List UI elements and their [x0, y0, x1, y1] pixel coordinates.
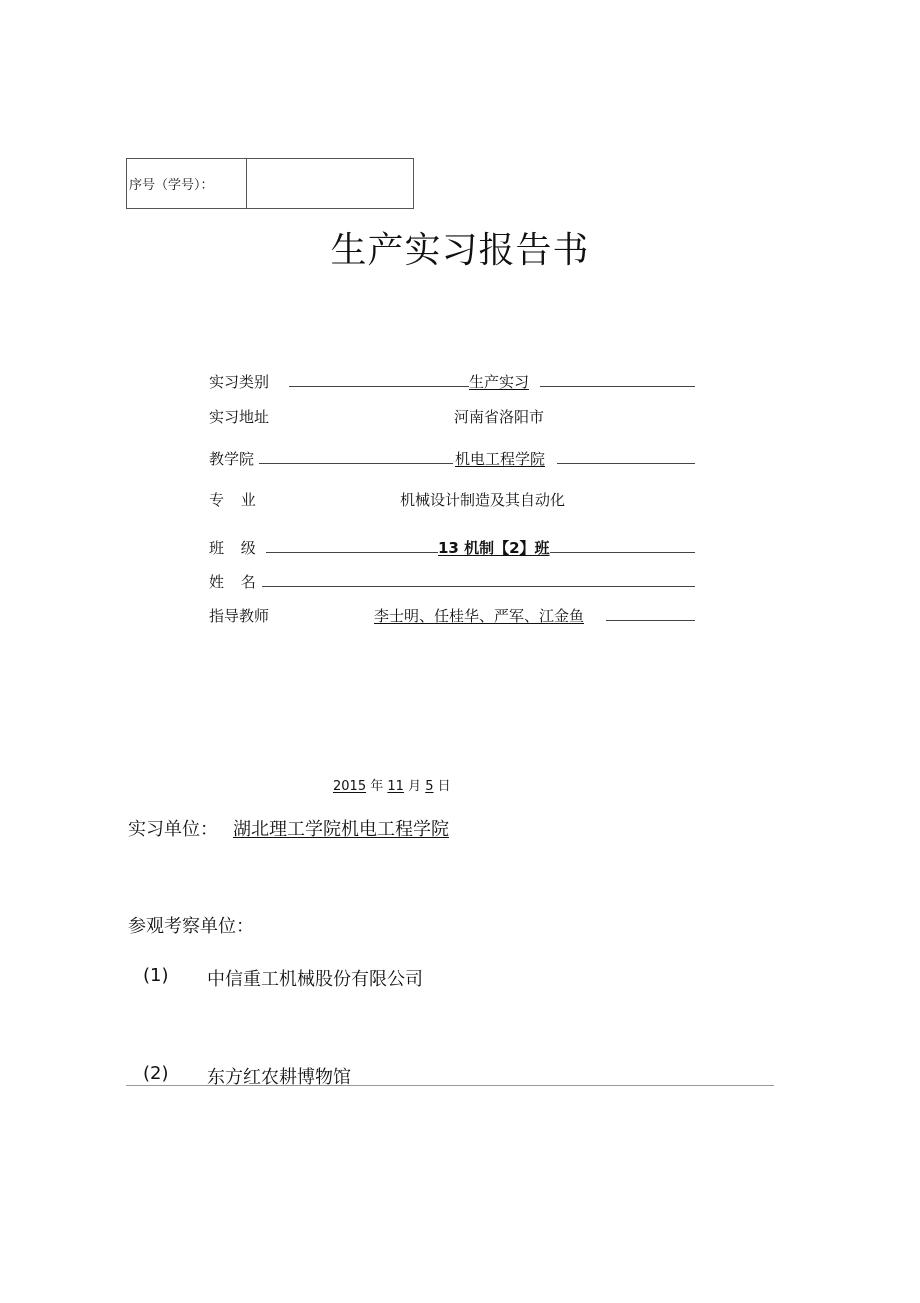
- underline-left-college: [259, 463, 453, 464]
- underline-right-college: [557, 463, 695, 464]
- date-year: 2015: [333, 779, 367, 794]
- field-label-college: 教学院: [209, 450, 255, 468]
- page-title: 生产实习报告书: [330, 230, 590, 271]
- underline-right-class: [550, 552, 695, 553]
- field-value-type: 生产实习: [469, 373, 530, 391]
- underline-left-class: [266, 552, 438, 553]
- date-year-unit: 年: [370, 779, 384, 794]
- visit-units-heading: 参观考察单位：: [128, 916, 254, 937]
- date-day-unit: 日: [437, 779, 451, 794]
- visit-item-name-2: 东方红农耕博物馆: [207, 1067, 351, 1088]
- field-value-teacher: 李士明、任桂华、严军、江金鱼: [374, 607, 585, 625]
- visit-item-number-2: (2): [143, 1063, 169, 1084]
- field-label-type: 实习类别: [209, 373, 270, 391]
- field-label-major: 专 业: [209, 491, 262, 509]
- date-day: 5: [425, 779, 434, 794]
- field-label-address: 实习地址: [209, 408, 270, 426]
- field-value-class: 13 机制【2】班: [438, 539, 550, 557]
- field-label-class: 班 级: [209, 539, 262, 557]
- visit-item-name-1: 中信重工机械股份有限公司: [207, 969, 423, 990]
- report-date: [333, 775, 451, 794]
- field-value-major: 机械设计制造及其自动化: [400, 491, 566, 509]
- field-value-college: 机电工程学院: [455, 450, 546, 468]
- serial-number-box: [126, 158, 414, 209]
- internship-unit-value: 湖北理工学院机电工程学院: [233, 819, 449, 840]
- visit-item-number-1: (1): [143, 965, 169, 986]
- underline-right-type: [540, 386, 695, 387]
- date-month: 11: [387, 779, 404, 794]
- field-label-teacher: 指导教师: [209, 607, 270, 625]
- underline-left-type: [289, 386, 469, 387]
- field-value-address: 河南省洛阳市: [454, 408, 545, 426]
- underline-name: [262, 586, 695, 587]
- field-label-name: 姓 名: [209, 573, 262, 591]
- underline-right-teacher: [606, 620, 695, 621]
- date-month-unit: 月: [408, 779, 422, 794]
- serial-number-value[interactable]: [247, 159, 413, 208]
- serial-number-label: 序号（学号）：: [127, 159, 247, 208]
- bottom-rule: [126, 1085, 774, 1086]
- internship-unit-label: 实习单位：: [128, 819, 218, 840]
